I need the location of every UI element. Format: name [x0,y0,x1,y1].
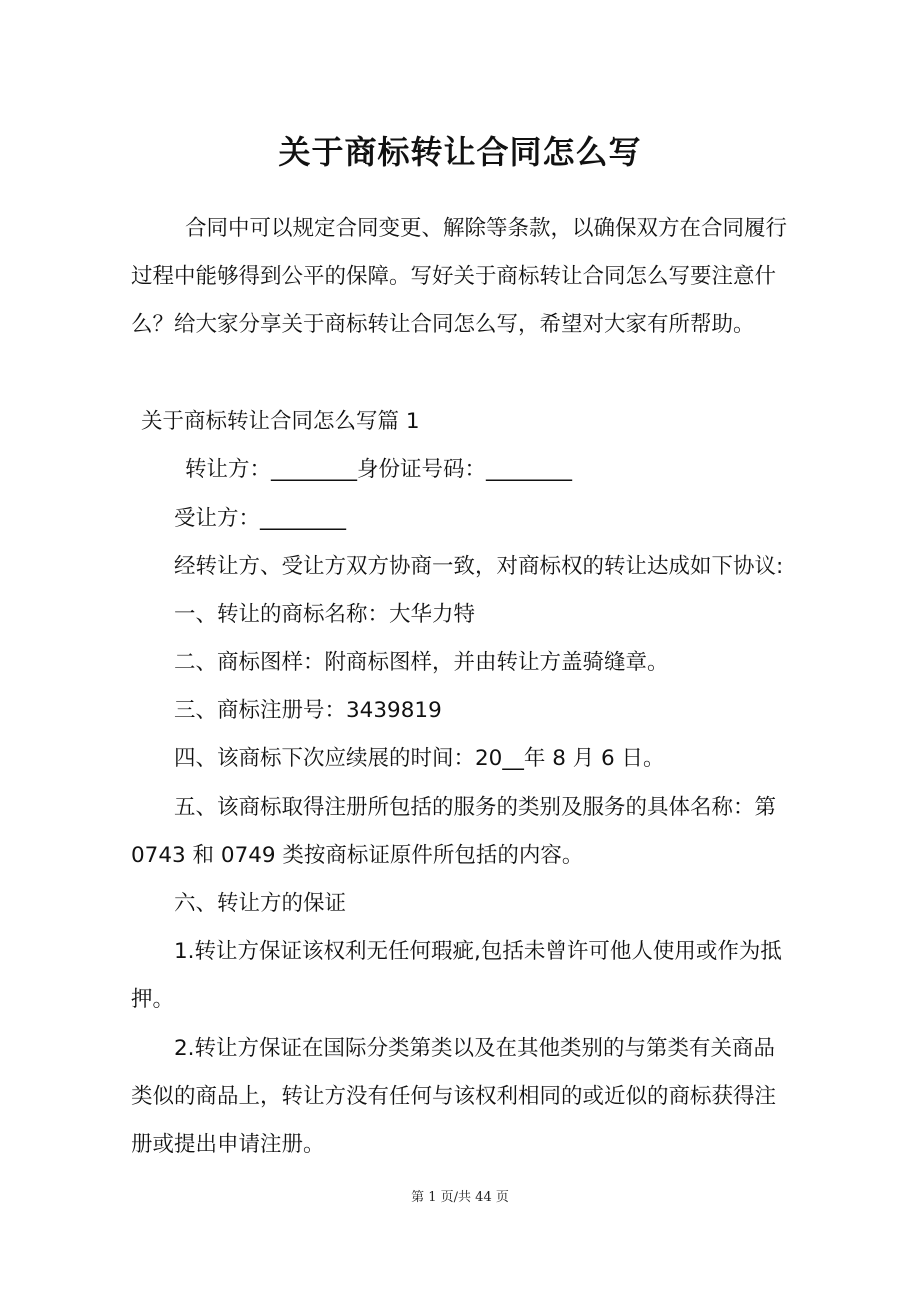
clause-6: 六、转让方的保证 [174,891,347,916]
clause-5-line-1: 五、该商标取得注册所包括的服务的类别及服务的具体名称：第 [174,795,777,820]
item-2-line-1: 2.转让方保证在国际分类第类以及在其他类别的与第类有关商品 [174,1036,776,1061]
intro-line-3: 么？给大家分享关于商标转让合同怎么写，希望对大家有所帮助。 [131,312,755,337]
intro-line-1: 合同中可以规定合同变更、解除等条款，以确保双方在合同履行 [185,216,788,241]
item-1-line-1: 1.转让方保证该权利无任何瑕疵,包括未曾许可他人使用或作为抵 [174,939,782,964]
section-heading: 关于商标转让合同怎么写篇 1 [141,409,420,434]
clause-4: 四、该商标下次应续展的时间：20__年 8 月 6 日。 [174,746,665,771]
document-title: 关于商标转让合同怎么写 [278,133,642,171]
transferee-line: 受让方：________ [174,506,347,531]
item-2-line-3: 册或提出申请注册。 [131,1132,325,1157]
clause-2: 二、商标图样：附商标图样，并由转让方盖骑缝章。 [174,650,669,675]
agreement-line: 经转让方、受让方双方协商一致，对商标权的转让达成如下协议: [174,554,784,579]
page-footer: 第 1 页/共 44 页 [411,1190,509,1205]
clause-5-line-2: 0743 和 0749 类按商标证原件所包括的内容。 [131,843,584,868]
clause-1: 一、转让的商标名称：大华力特 [174,602,476,627]
item-1-line-2: 押。 [131,987,175,1012]
intro-line-2: 过程中能够得到公平的保障。写好关于商标转让合同怎么写要注意什 [131,264,777,289]
transferor-line: 转让方：________身份证号码：________ [185,457,573,482]
item-2-line-2: 类似的商品上，转让方没有任何与该权利相同的或近似的商标获得注 [131,1084,777,1109]
clause-3: 三、商标注册号：3439819 [174,698,442,723]
